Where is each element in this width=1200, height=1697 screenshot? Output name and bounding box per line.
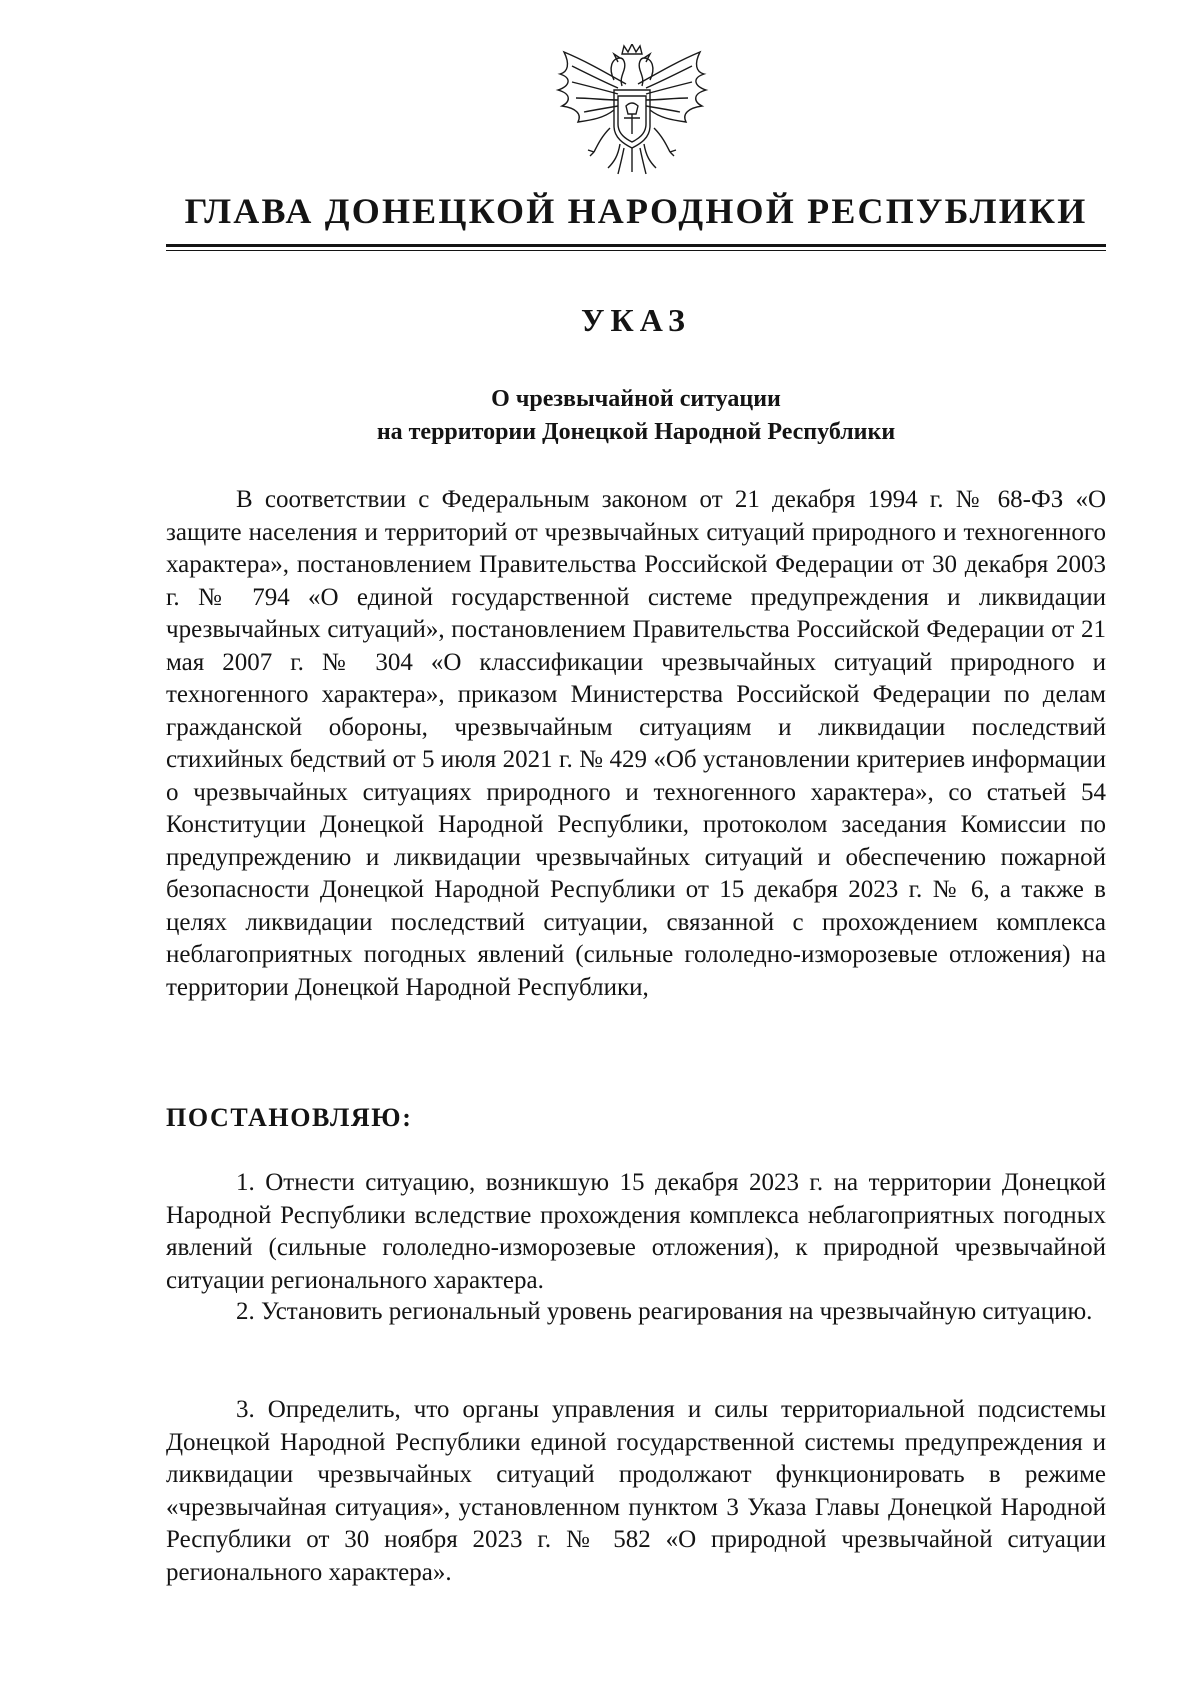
decree-item-2: 2. Установить региональный уровень реагирования на чрезвычайную ситуацию.	[236, 1298, 1093, 1325]
decree-item-1: 1. Отнести ситуацию, возникшую 15 декабря 2023 г. на территории Донецкой Народной Республики вследствие прохождения комплекса неблагоприятных погодных явлений (сильные гололедно-изморозевые отложения), к природной чрезвычайной ситуации регионального характера.	[166, 1169, 1106, 1294]
preamble-paragraph: В соответствии с Федеральным законом от 21 декабря 1994 г. № 68-ФЗ «О защите населения и территорий от чрезвычайных ситуаций природного и техногенного характера», постановлением Правительства Российской Федерации от 30 декабря 2003 г. № 794 «О единой государственной системе предупреждения и ликвидации чрезвычайных ситуаций», постановлением Правительства Российской Федерации от 21 мая 2007 г. № 304 «О классификации чрезвычайных ситуаций природного и техногенного характера», приказом Министерства Российской Федерации по делам гражданской обороны, чрезвычайным ситуациям и ликвидации последствий стихийных бедствий от 5 июля 2021 г. № 429 «Об установлении критериев информации о чрезвычайных ситуациях природного и техногенного характера», со статьей 54 Конституции Донецкой Народной Республики, протоколом заседания Комиссии по предупреждению и ликвидации чрезвычайных ситуаций и обеспечению пожарной безопасности Донецкой Народной Республики от 15 декабря 2023 г. № 6, а также в целях ликвидации последствий ситуации, связанной с прохождением комплекса неблагоприятных погодных явлений (сильные гололедно-изморозевые отложения) на территории Донецкой Народной Республики,	[166, 486, 1106, 1001]
header-rule-thick	[166, 244, 1106, 247]
document-subject	[166, 383, 1106, 449]
header-rule-thin	[166, 250, 1106, 251]
subject-line-2: на территории Донецкой Народной Республики	[376, 419, 896, 445]
decree-item-3: 3. Определить, что органы управления и силы территориальной подсистемы Донецкой Народной Республики единой государственной системы предупреждения и ликвидации чрезвычайных ситуаций продолжают функционировать в режиме «чрезвычайная ситуация», установленном пунктом 3 Указа Главы Донецкой Народной Республики от 30 ноября 2023 г. № 582 «О природной чрезвычайной ситуации регионального характера».	[166, 1396, 1106, 1586]
document-type: УКАЗ	[581, 302, 691, 338]
issuing-authority: ГЛАВА ДОНЕЦКОЙ НАРОДНОЙ РЕСПУБЛИКИ	[184, 191, 1088, 231]
coat-of-arms-icon	[548, 44, 716, 184]
subject-line-1: О чрезвычайной ситуации	[491, 386, 781, 412]
decree-heading: ПОСТАНОВЛЯЮ:	[166, 1103, 413, 1132]
